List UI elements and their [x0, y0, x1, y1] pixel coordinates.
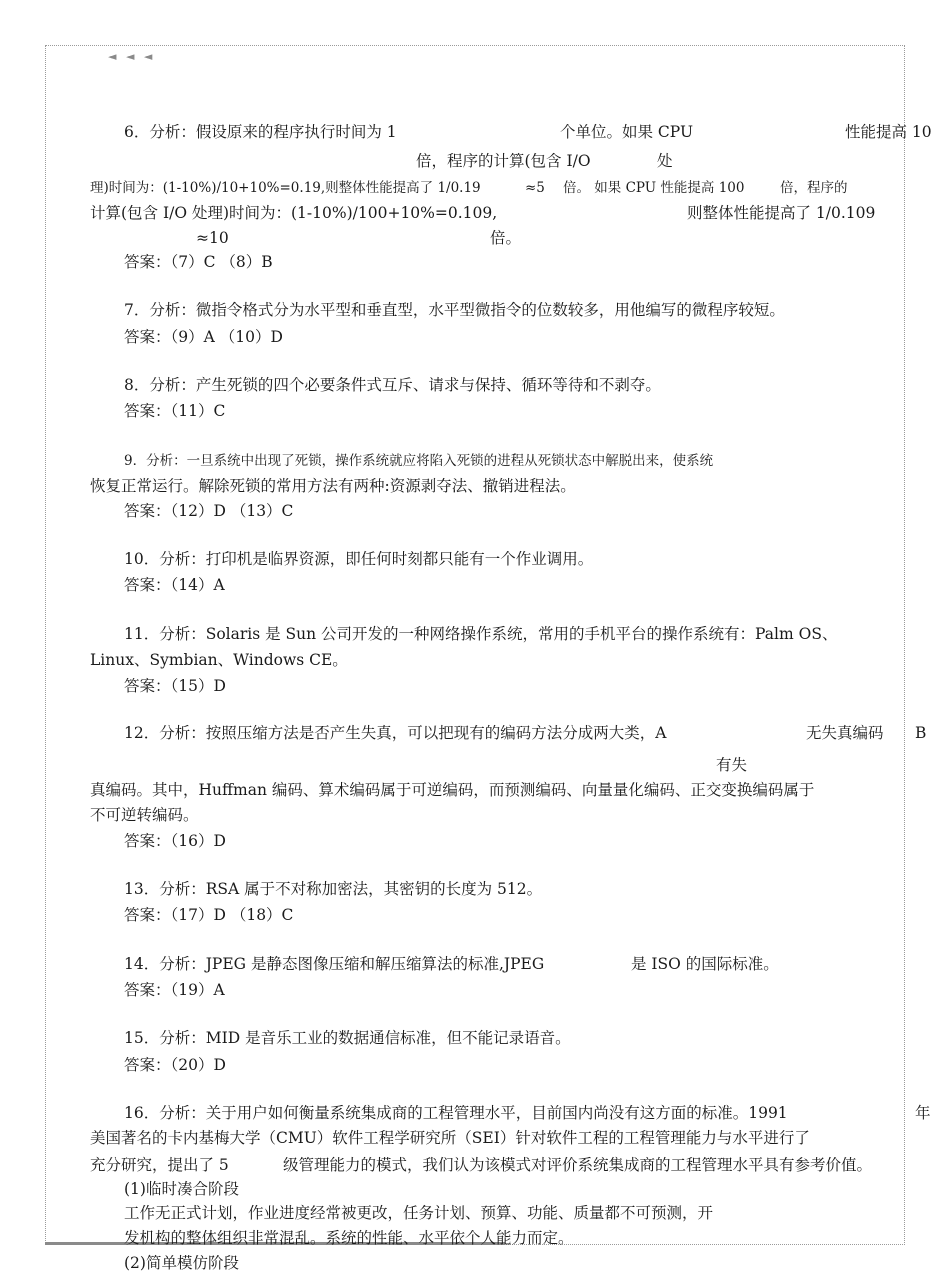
q6-analysis-part5: 处	[657, 152, 673, 170]
q7-analysis: 7．分析：微指令格式分为水平型和垂直型，水平型微指令的位数较多，用他编写的微程序较短。	[124, 301, 785, 319]
q13-answer: 答案：（17）D （18）C	[124, 906, 294, 924]
q16-analysis-line2: 美国著名的卡内基梅大学（CMU）软件工程学研究所（SEI）针对软件工程的工程管理能力与水平进行了	[90, 1129, 810, 1147]
q12-analysis-part1: 12．分析：按照压缩方法是否产生失真，可以把现有的编码方法分成两大类，A	[124, 724, 667, 742]
page-nav-arrows-icon[interactable]: ◄ ◄ ◄	[108, 50, 156, 63]
q12-analysis-part2: 无失真编码	[806, 724, 884, 742]
q10-analysis: 10．分析：打印机是临界资源，即任何时刻都只能有一个作业调用。	[124, 550, 594, 568]
q16-stage1-line1: 工作无正式计划，作业进度经常被更改，任务计划、预算、功能、质量都不可预测，开	[124, 1204, 714, 1222]
q6-analysis-part9: 倍，程序的	[780, 180, 848, 196]
q16-analysis-part3: 充分研究，提出了 5	[90, 1156, 229, 1174]
q6-analysis-part13: 倍。	[490, 229, 522, 247]
q12-analysis-line3: 真编码。其中，Huffman 编码、算术编码属于可逆编码，而预测编码、向量量化编码、正交变换编码属于	[90, 781, 815, 799]
q15-answer: 答案：（20）D	[124, 1056, 226, 1074]
q6-analysis-part11: 则整体性能提高了 1/0.109	[687, 204, 876, 222]
q14-answer: 答案：（19）A	[124, 981, 225, 999]
q16-stage2-title: (2)简单模仿阶段	[124, 1254, 239, 1272]
q11-analysis-line2: Linux、Symbian、Windows CE。	[90, 651, 348, 669]
q6-analysis-part6: 理)时间为：(1-10%)/10+10%=0.19,则整体性能提高了 1/0.19	[90, 180, 481, 196]
q6-analysis-part7: ≈5	[525, 180, 545, 196]
q14-analysis-part2: 是 ISO 的国际标准。	[631, 955, 779, 973]
q6-analysis-part10: 计算(包含 I/O 处理)时间为：(1-10%)/100+10%=0.109,	[90, 204, 498, 222]
q6-analysis-part1: 6．分析：假设原来的程序执行时间为 1	[124, 123, 397, 141]
q12-analysis-part4: 有失	[716, 756, 748, 774]
q8-answer: 答案：（11）C	[124, 402, 226, 420]
q16-stage1-title: (1)临时凑合阶段	[124, 1180, 239, 1198]
q10-answer: 答案：（14）A	[124, 576, 225, 594]
q6-analysis-part2: 个单位。如果 CPU	[560, 123, 694, 141]
q6-analysis-part4: 倍，程序的计算(包含 I/O	[416, 152, 591, 170]
q11-analysis-line1: 11．分析：Solaris 是 Sun 公司开发的一种网络操作系统，常用的手机平台的操作系统有：Palm OS、	[124, 625, 838, 643]
q14-analysis-part1: 14．分析：JPEG 是静态图像压缩和解压缩算法的标准,JPEG	[124, 955, 545, 973]
q12-analysis-line4: 不可逆转编码。	[90, 806, 199, 824]
q16-stage1-line2: 发机构的整体组织非常混乱。系统的性能、水平依个人能力而定。	[124, 1229, 574, 1247]
q16-analysis-part2: 年	[915, 1104, 931, 1122]
q11-answer: 答案：（15）D	[124, 677, 226, 695]
q15-analysis: 15．分析：MID 是音乐工业的数据通信标准，但不能记录语音。	[124, 1029, 571, 1047]
q16-analysis-part1: 16．分析：关于用户如何衡量系统集成商的工程管理水平，目前国内尚没有这方面的标准。1991	[124, 1104, 788, 1122]
q12-answer: 答案：（16）D	[124, 832, 226, 850]
q6-analysis-part3: 性能提高 10	[845, 123, 932, 141]
q9-answer: 答案：（12）D （13）C	[124, 502, 294, 520]
q7-answer: 答案：（9）A （10）D	[124, 328, 283, 346]
q9-analysis-line1: 9．分析：一旦系统中出现了死锁，操作系统就应将陷入死锁的进程从死锁状态中解脱出来，使系统	[124, 453, 714, 469]
q16-analysis-part4: 级管理能力的模式，我们认为该模式对评价系统集成商的工程管理水平具有参考价值。	[283, 1156, 873, 1174]
q9-analysis-line2: 恢复正常运行。解除死锁的常用方法有两种:资源剥夺法、撤销进程法。	[90, 477, 576, 495]
q6-answer: 答案：（7）C （8）B	[124, 253, 273, 271]
q6-analysis-part12: ≈10	[196, 229, 229, 247]
q12-analysis-part3: B	[915, 724, 927, 742]
q8-analysis: 8．分析：产生死锁的四个必要条件式互斥、请求与保持、循环等待和不剥夺。	[124, 376, 661, 394]
q13-analysis: 13．分析：RSA 属于不对称加密法，其密钥的长度为 512。	[124, 880, 543, 898]
q6-analysis-part8: 倍。 如果 CPU 性能提高 100	[563, 180, 745, 196]
